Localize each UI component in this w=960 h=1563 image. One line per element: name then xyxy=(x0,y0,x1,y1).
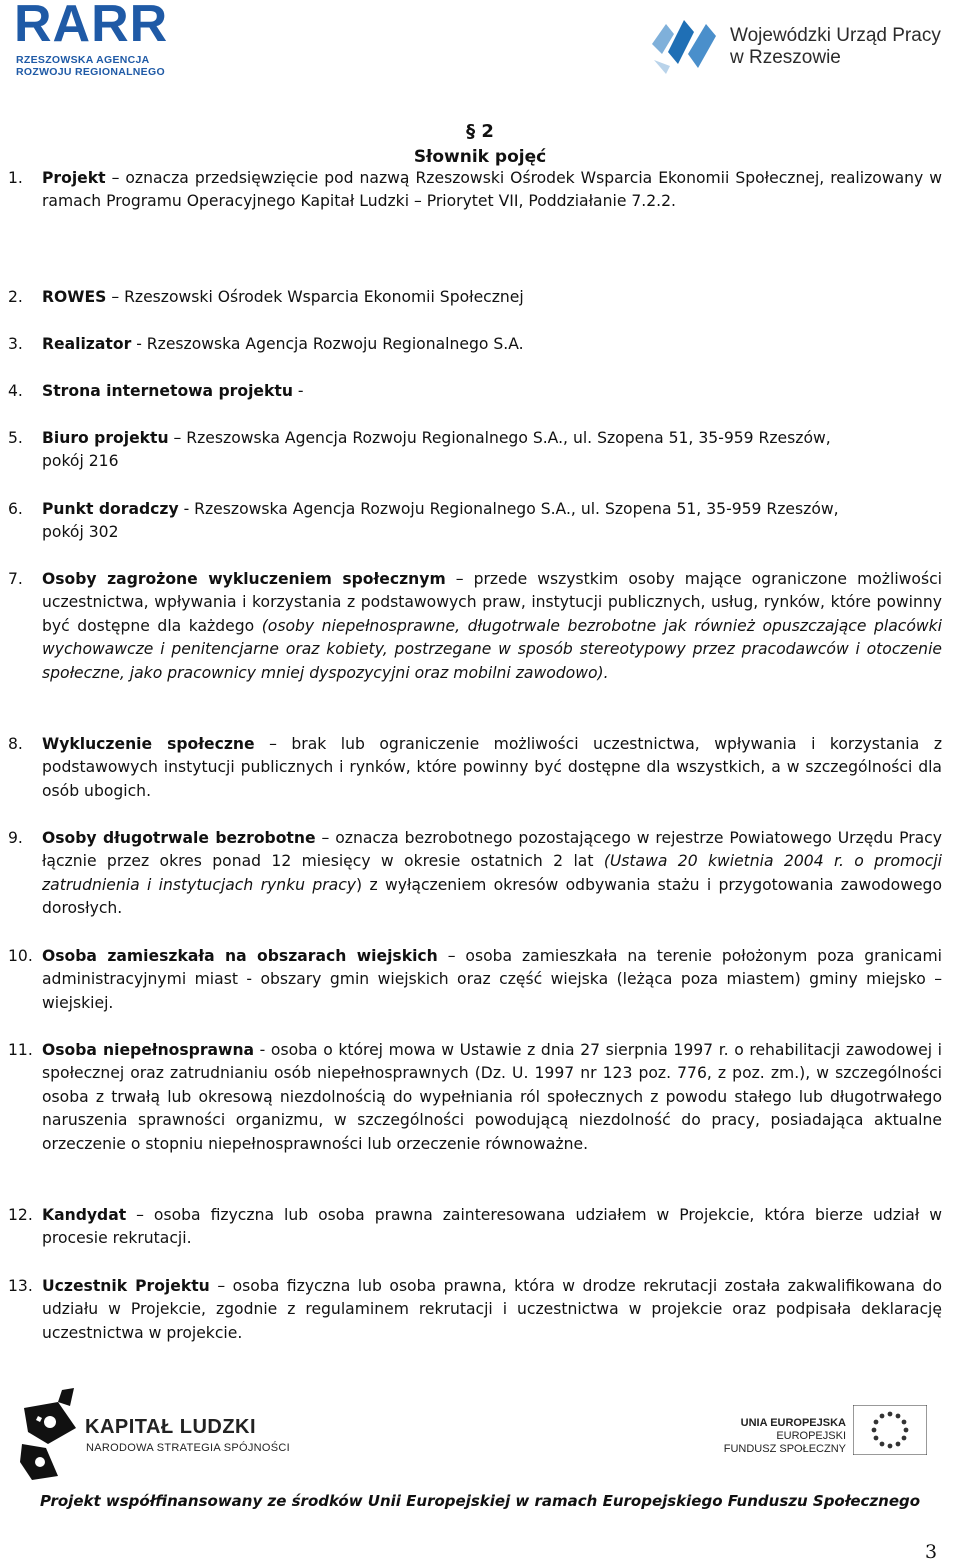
item-text xyxy=(42,286,942,309)
item-term: Osoby zagrożone wykluczeniem społecznym xyxy=(42,570,446,588)
ue-line-2: EUROPEJSKI xyxy=(776,1430,846,1442)
item-term: Kandydat xyxy=(42,1206,127,1224)
item-number: 2. xyxy=(8,288,23,306)
ue-text xyxy=(700,1417,846,1456)
rarr-logo-text: RARR xyxy=(14,0,169,53)
eu-flag-icon xyxy=(853,1405,927,1459)
item-number: 4. xyxy=(8,382,23,400)
item-text xyxy=(42,568,942,685)
item-definition: – osoba zamieszkała na terenie położonym poza granicami administracyjnymi miast - obszary gmin wiejskich oraz część wiejska (leżąca poza miastem) gminy miejsko – wiejskiej. xyxy=(42,947,943,1012)
kapital-ludzki-logo-icon xyxy=(18,1388,80,1484)
item-number: 6. xyxy=(8,500,23,518)
rarr-logo-subtitle xyxy=(16,54,165,78)
wup-line-2: w Rzeszowie xyxy=(730,47,841,68)
item-text xyxy=(42,498,872,545)
item-italic: (Ustawa 20 kwietnia 2004 r. o promocji zatrudnienia i instytucjach rynku pracy xyxy=(42,852,942,894)
item-definition: – Rzeszowska Agencja Rozwoju Regionalnego S.A., ul. Szopena 51, 35-959 Rzeszów, pokój 216 xyxy=(42,429,831,471)
item-definition: - xyxy=(292,382,304,400)
item-number: 8. xyxy=(8,735,23,753)
item-term: Wykluczenie społeczne xyxy=(42,735,255,753)
item-definition: - Rzeszowska Agencja Rozwoju Regionalnego S.A. xyxy=(131,335,524,353)
item-number: 9. xyxy=(8,829,23,847)
item-definition: - Rzeszowska Agencja Rozwoju Regionalnego S.A., ul. Szopena 51, 35-959 Rzeszów, pokój 302 xyxy=(42,500,839,542)
item-text xyxy=(42,827,942,921)
item-number: 10. xyxy=(8,947,33,965)
rarr-sub-line-1: RZESZOWSKA AGENCJA xyxy=(16,54,150,66)
item-definition: - osoba o której mowa w Ustawie z dnia 27 sierpnia 1997 r. o rehabilitacji zawodowej i społecznej oraz zatrudnianiu osób niepełnosprawnych (Dz. U. 1997 nr 123 poz. 776, z poz. zm.), w szczególności osoba z trwałą lub okresową niezdolnością do wypełniania ról społecznych z powodu stałego lub długotrwałego naruszenia sprawności organizmu, w szczególności powodującą niezdolność do pracy, posiadająca aktualne orzeczenie o stopniu niepełnosprawności lub orzeczenie równoważne. xyxy=(42,1041,942,1153)
item-term: Biuro projektu xyxy=(42,429,169,447)
item-number: 1. xyxy=(8,169,23,187)
item-term: Osoby długotrwale bezrobotne xyxy=(42,829,316,847)
item-term: ROWES xyxy=(42,288,107,306)
section-number: § 2 xyxy=(466,121,494,142)
kapital-ludzki-title: KAPITAŁ LUDZKI xyxy=(85,1416,257,1438)
item-number: 7. xyxy=(8,570,23,588)
ue-line-3: FUNDUSZ SPOŁECZNY xyxy=(723,1443,846,1455)
item-definition: – oznacza przedsięwzięcie pod nazwą Rzeszowski Ośrodek Wsparcia Ekonomii Społecznej, realizowany w ramach Programu Operacyjnego Kapitał Ludzki – Priorytet VII, Poddziałanie 7.2.2. xyxy=(42,169,942,211)
item-term: Projekt xyxy=(42,169,106,187)
item-text xyxy=(42,333,942,356)
item-italic: (osoby niepełnosprawne, długotrwale bezrobotne jak również opuszczające placówki wychowawcze i penitencjarne oraz kobiety, postrzegane w sposób stereotypowy przez pracodawców i otoczenie społeczne, jako pracownicy mniej dyspozycyjni oraz mobilni zawodowo). xyxy=(42,616,942,682)
item-text xyxy=(42,733,942,803)
item-text xyxy=(42,1275,942,1345)
item-text xyxy=(42,1039,942,1156)
wup-logo-text xyxy=(730,25,941,69)
page-number: 3 xyxy=(925,1541,938,1563)
item-number: 12. xyxy=(8,1206,33,1224)
section-title: Słownik pojęć xyxy=(413,147,547,167)
rarr-logo xyxy=(0,0,200,85)
item-text xyxy=(42,1204,942,1251)
item-definition: – osoba fizyczna lub osoba prawna zainteresowana udziałem w Projekcie, która bierze udział w procesie rekrutacji. xyxy=(42,1206,942,1248)
wup-logo-icon xyxy=(648,14,726,80)
item-text xyxy=(42,427,872,474)
ue-line-1: UNIA EUROPEJSKA xyxy=(740,1417,846,1429)
item-term: Uczestnik Projektu xyxy=(42,1277,210,1295)
item-text xyxy=(42,380,942,403)
cofinancing-statement: Projekt współfinansowany ze środków Unii Europejskiej w ramach Europejskiego Funduszu Społecznego xyxy=(39,1492,921,1510)
item-number: 5. xyxy=(8,429,23,447)
item-definition: – przede wszystkim osoby mające ograniczone możliwości uczestnictwa, wpływania i korzystania z podstawowych praw, instytucji publicznych, usług, rynków, które powinny być dostępne dla każdego xyxy=(42,570,942,635)
item-number: 11. xyxy=(8,1041,33,1059)
item-term: Osoba zamieszkała na obszarach wiejskich xyxy=(42,947,438,965)
item-term: Strona internetowa projektu xyxy=(42,382,293,400)
item-definition: – osoba fizyczna lub osoba prawna, która w drodze rekrutacji została zakwalifikowana do udziału w Projekcie, zgodnie z regulaminem rekrutacji i uczestnictwa w projekcie oraz podpisała deklarację uczestnictwa w projekcie. xyxy=(42,1277,942,1342)
item-term: Realizator xyxy=(42,335,132,353)
item-text xyxy=(42,167,942,214)
wup-line-1: Wojewódzki Urząd Pracy xyxy=(730,25,941,46)
item-definition: – brak lub ograniczenie możliwości uczestnictwa, wpływania i korzystania z podstawowych instytucji publicznych i rynków, które powinny być dostępne dla wszystkich, a w szczególności dla osób ubogich. xyxy=(42,735,942,800)
rarr-sub-line-2: ROZWOJU REGIONALNEGO xyxy=(16,66,165,78)
item-text xyxy=(42,945,942,1015)
item-definition: – Rzeszowski Ośrodek Wsparcia Ekonomii Społecznej xyxy=(106,288,524,306)
item-definition: – oznacza bezrobotnego pozostającego w rejestrze Powiatowego Urzędu Pracy łącznie przez okres ponad 12 miesięcy w okresie ostatnich 2 lat xyxy=(42,829,942,871)
item-term: Osoba niepełnosprawna xyxy=(42,1041,255,1059)
item-definition-cont: ) z wyłączeniem okresów odbywania stażu i przygotowania zawodowego dorosłych. xyxy=(42,875,942,918)
item-number: 3. xyxy=(8,335,23,353)
item-number: 13. xyxy=(8,1277,33,1295)
item-term: Punkt doradczy xyxy=(42,500,179,518)
kapital-ludzki-subtitle: NARODOWA STRATEGIA SPÓJNOŚCI xyxy=(86,1442,290,1454)
